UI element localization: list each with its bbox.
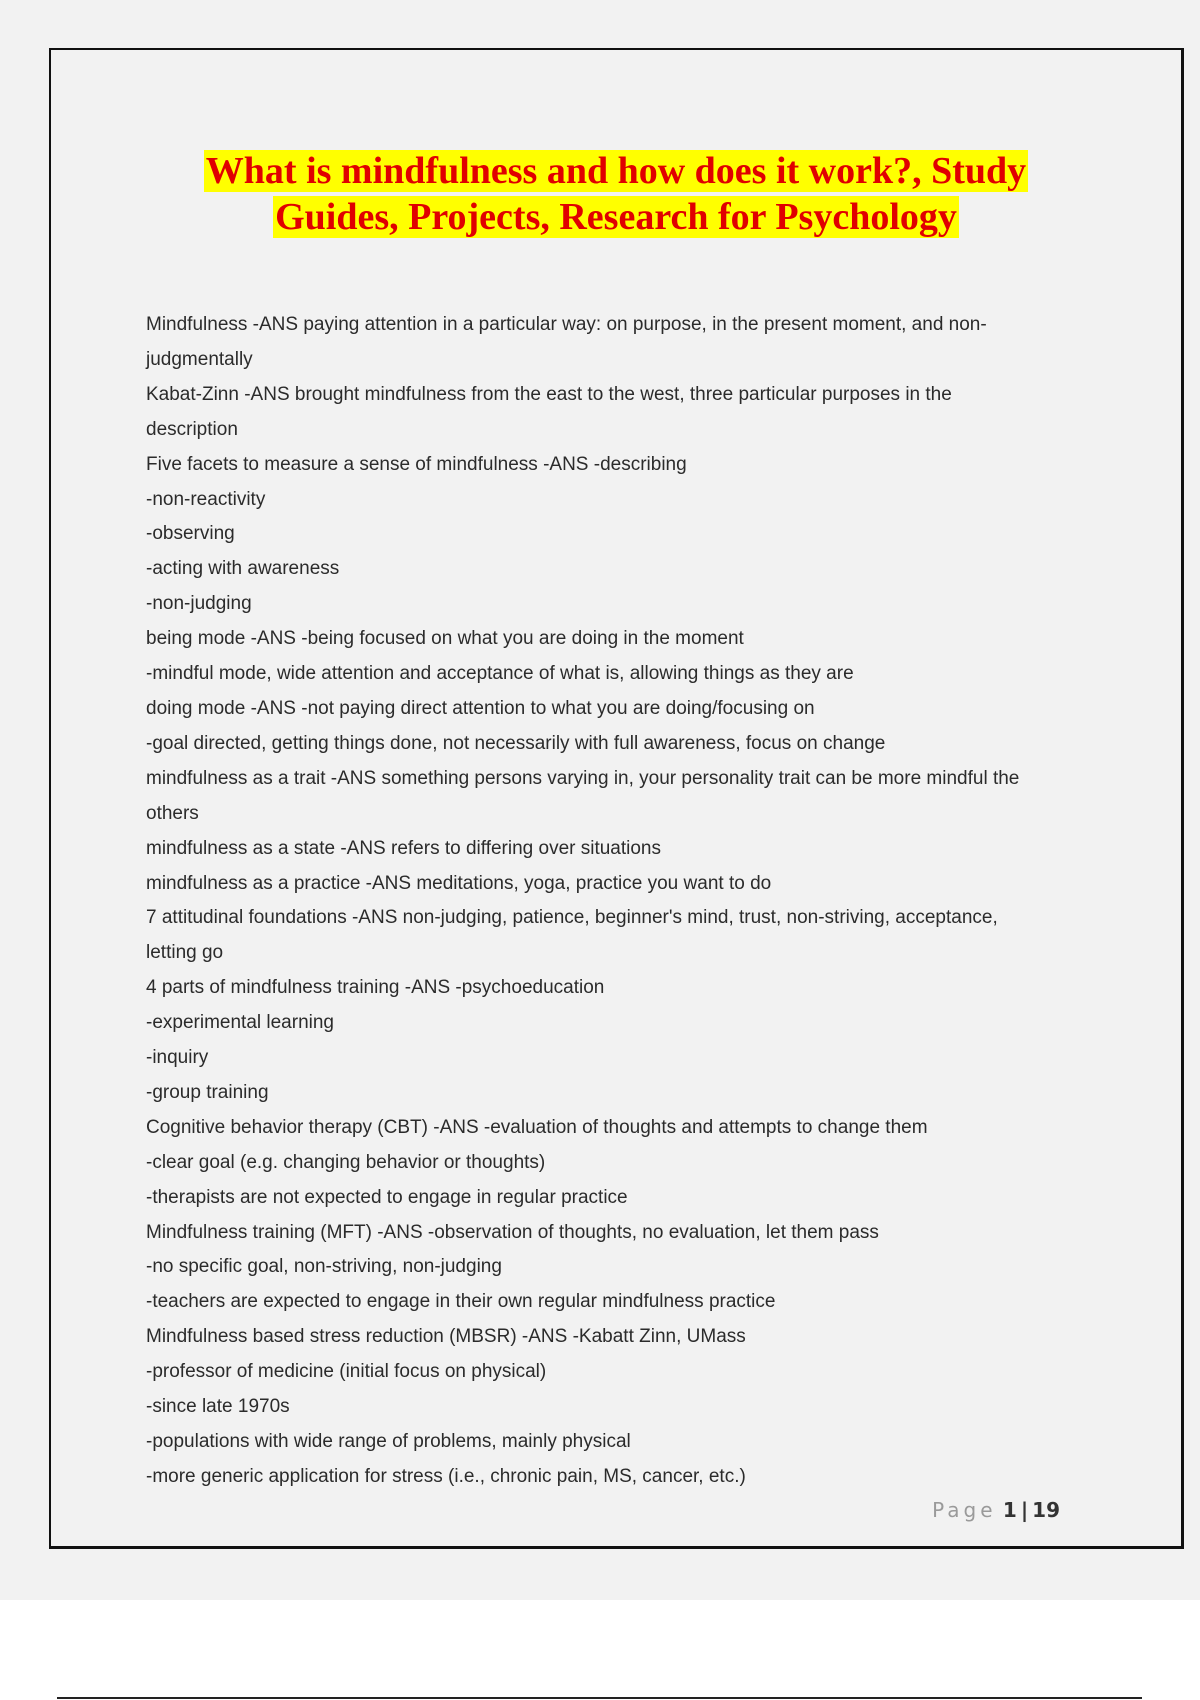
body-text-line: Five facets to measure a sense of mindfulness -ANS -describing (146, 453, 687, 475)
document-page (49, 48, 1184, 1549)
body-text-line: -professor of medicine (initial focus on physical) (146, 1361, 547, 1383)
body-text-line: being mode -ANS -being focused on what you are doing in the moment (146, 628, 744, 650)
title-line-2: Guides, Projects, Research for Psychology (275, 196, 957, 238)
body-text-line: mindfulness as a trait -ANS something persons varying in, your personality trait can be more mindful the (146, 767, 1020, 789)
body-text-line: -mindful mode, wide attention and acceptance of what is, allowing things as they are (146, 663, 854, 685)
body-text-line: -clear goal (e.g. changing behavior or thoughts) (146, 1151, 546, 1173)
total-pages: 19 (1032, 1498, 1060, 1522)
body-text-line: -since late 1970s (146, 1396, 290, 1418)
body-text-line: letting go (146, 942, 224, 964)
body-text-line: -non-reactivity (146, 488, 266, 510)
body-text-line: Mindfulness training (MFT) -ANS -observation of thoughts, no evaluation, let them pass (146, 1221, 879, 1243)
body-text-line: -group training (146, 1081, 269, 1103)
body-text-line: judgmentally (146, 348, 253, 370)
document-title (51, 148, 1181, 240)
body-text-line: -more generic application for stress (i.e., chronic pain, MS, cancer, etc.) (146, 1465, 746, 1487)
body-text-line: -acting with awareness (146, 558, 340, 580)
body-text-line: -teachers are expected to engage in their own regular mindfulness practice (146, 1291, 776, 1313)
body-text-line: -no specific goal, non-striving, non-judging (146, 1256, 502, 1278)
body-text-line: -observing (146, 523, 235, 545)
body-text-line: -non-judging (146, 593, 252, 615)
body-text-line: Kabat-Zinn -ANS brought mindfulness from the east to the west, three particular purposes in the (146, 383, 952, 405)
document-body (146, 308, 1131, 1495)
page-number-footer (932, 1498, 1060, 1522)
current-page-number: 1 (1002, 1498, 1017, 1522)
title-line-1: What is mindfulness and how does it work?, Study (205, 150, 1027, 192)
body-text-line: 4 parts of mindfulness training -ANS -psychoeducation (146, 977, 605, 999)
body-text-line: others (146, 802, 199, 824)
next-page-top-rule (57, 1697, 1142, 1699)
body-text-line: doing mode -ANS -not paying direct attention to what you are doing/focusing on (146, 697, 815, 719)
body-text-line: Cognitive behavior therapy (CBT) -ANS -evaluation of thoughts and attempts to change them (146, 1116, 928, 1138)
body-text-line: -therapists are not expected to engage in regular practice (146, 1186, 628, 1208)
body-text-line: -populations with wide range of problems, mainly physical (146, 1431, 631, 1452)
body-text-line: -goal directed, getting things done, not necessarily with full awareness, focus on change (146, 732, 886, 754)
page-separator: | (1020, 1498, 1029, 1522)
body-text-line: 7 attitudinal foundations -ANS non-judging, patience, beginner's mind, trust, non-striving, acceptance, (146, 907, 998, 929)
body-text-line: mindfulness as a state -ANS refers to differing over situations (146, 837, 662, 859)
body-text-line: description (146, 418, 238, 440)
body-text-line: Mindfulness based stress reduction (MBSR) -ANS -Kabatt Zinn, UMass (146, 1326, 746, 1348)
body-text-line: -experimental learning (146, 1012, 334, 1034)
body-text-line: mindfulness as a practice -ANS meditations, yoga, practice you want to do (146, 872, 772, 894)
body-text-line: -inquiry (146, 1047, 209, 1069)
page-label: Page (932, 1498, 997, 1522)
body-text-line: Mindfulness -ANS paying attention in a particular way: on purpose, in the present moment, and non- (146, 314, 987, 335)
